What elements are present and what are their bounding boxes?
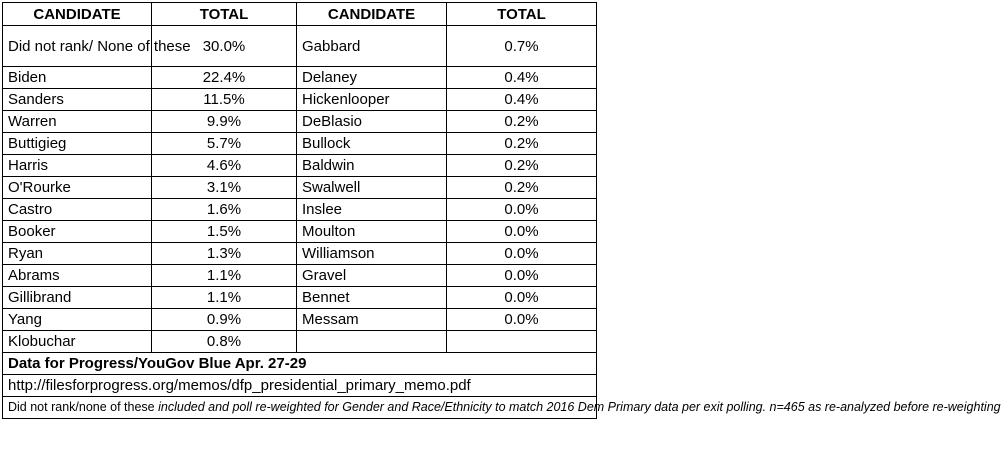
note-row <box>3 397 597 419</box>
candidate-name: Klobuchar <box>3 331 152 353</box>
table-row <box>3 309 597 331</box>
candidate-name: Gillibrand <box>3 287 152 309</box>
candidate-total: 1.5% <box>152 221 297 243</box>
table-row <box>3 155 597 177</box>
candidate-name: Yang <box>3 309 152 331</box>
table-row <box>3 243 597 265</box>
candidate-total: 0.4% <box>447 89 597 111</box>
candidate-total: 0.4% <box>447 67 597 89</box>
candidate-name: Did not rank/ None of these <box>3 26 152 67</box>
candidate-name: Abrams <box>3 265 152 287</box>
table-row <box>3 287 597 309</box>
source-row <box>3 353 597 375</box>
candidate-total: 0.9% <box>152 309 297 331</box>
header-candidate-left: CANDIDATE <box>3 3 152 26</box>
header-row <box>3 3 597 26</box>
candidate-name: Booker <box>3 221 152 243</box>
candidate-total: 0.2% <box>447 155 597 177</box>
candidate-total: 0.7% <box>447 26 597 67</box>
table-row <box>3 177 597 199</box>
candidate-total: 0.0% <box>447 287 597 309</box>
header-total-left: TOTAL <box>152 3 297 26</box>
candidate-total: 0.2% <box>447 133 597 155</box>
candidate-name: Castro <box>3 199 152 221</box>
candidate-name: DeBlasio <box>297 111 447 133</box>
candidate-total: 1.1% <box>152 265 297 287</box>
candidate-name: Bennet <box>297 287 447 309</box>
candidate-name: Delaney <box>297 67 447 89</box>
candidate-total: 22.4% <box>152 67 297 89</box>
candidate-name: Buttigieg <box>3 133 152 155</box>
table-row <box>3 221 597 243</box>
table-row <box>3 331 597 353</box>
candidate-total: 0.0% <box>447 243 597 265</box>
candidate-total: 1.6% <box>152 199 297 221</box>
candidate-total: 1.3% <box>152 243 297 265</box>
candidate-total: 0.0% <box>447 309 597 331</box>
candidate-total: 1.1% <box>152 287 297 309</box>
candidate-total: 0.2% <box>447 177 597 199</box>
candidate-total: 0.8% <box>152 331 297 353</box>
source-label: Data for Progress/YouGov Blue Apr. 27-29 <box>3 353 597 375</box>
table-row <box>3 265 597 287</box>
candidate-name: Biden <box>3 67 152 89</box>
candidate-total: 9.9% <box>152 111 297 133</box>
candidate-total: 0.2% <box>447 111 597 133</box>
candidate-name: Hickenlooper <box>297 89 447 111</box>
header-total-right: TOTAL <box>447 3 597 26</box>
table-row <box>3 111 597 133</box>
candidate-total: 5.7% <box>152 133 297 155</box>
candidate-name: Messam <box>297 309 447 331</box>
candidate-total: 30.0% <box>152 26 297 67</box>
candidate-name: Bullock <box>297 133 447 155</box>
footnote-body: included and poll re-weighted for Gender and Race/Ethnicity to match 2016 Dem Primary data per exit polling. n=465 as re-analyzed before re-weighting <box>158 400 1001 414</box>
candidate-total: 0.0% <box>447 199 597 221</box>
candidate-name: Gabbard <box>297 26 447 67</box>
url-row <box>3 375 597 397</box>
candidate-name: Baldwin <box>297 155 447 177</box>
candidate-name: Williamson <box>297 243 447 265</box>
header-candidate-right: CANDIDATE <box>297 3 447 26</box>
candidate-name: Warren <box>3 111 152 133</box>
candidate-name <box>297 331 447 353</box>
table-row <box>3 26 597 67</box>
candidate-total: 0.0% <box>447 221 597 243</box>
candidate-name: Ryan <box>3 243 152 265</box>
candidate-total: 11.5% <box>152 89 297 111</box>
candidate-total: 3.1% <box>152 177 297 199</box>
footnote <box>3 397 1001 419</box>
source-url: http://filesforprogress.org/memos/dfp_presidential_primary_memo.pdf <box>3 375 597 397</box>
candidate-name: Swalwell <box>297 177 447 199</box>
results-table <box>2 2 1001 419</box>
candidate-total <box>447 331 597 353</box>
candidate-total: 4.6% <box>152 155 297 177</box>
table-row <box>3 199 597 221</box>
candidate-name: Inslee <box>297 199 447 221</box>
candidate-total: 0.0% <box>447 265 597 287</box>
candidate-name: Harris <box>3 155 152 177</box>
candidate-name: O'Rourke <box>3 177 152 199</box>
table-row <box>3 67 597 89</box>
candidate-name: Sanders <box>3 89 152 111</box>
table-row <box>3 89 597 111</box>
footnote-lead: Did not rank/none of these <box>8 400 159 414</box>
candidate-name: Moulton <box>297 221 447 243</box>
table-row <box>3 133 597 155</box>
candidate-name: Gravel <box>297 265 447 287</box>
